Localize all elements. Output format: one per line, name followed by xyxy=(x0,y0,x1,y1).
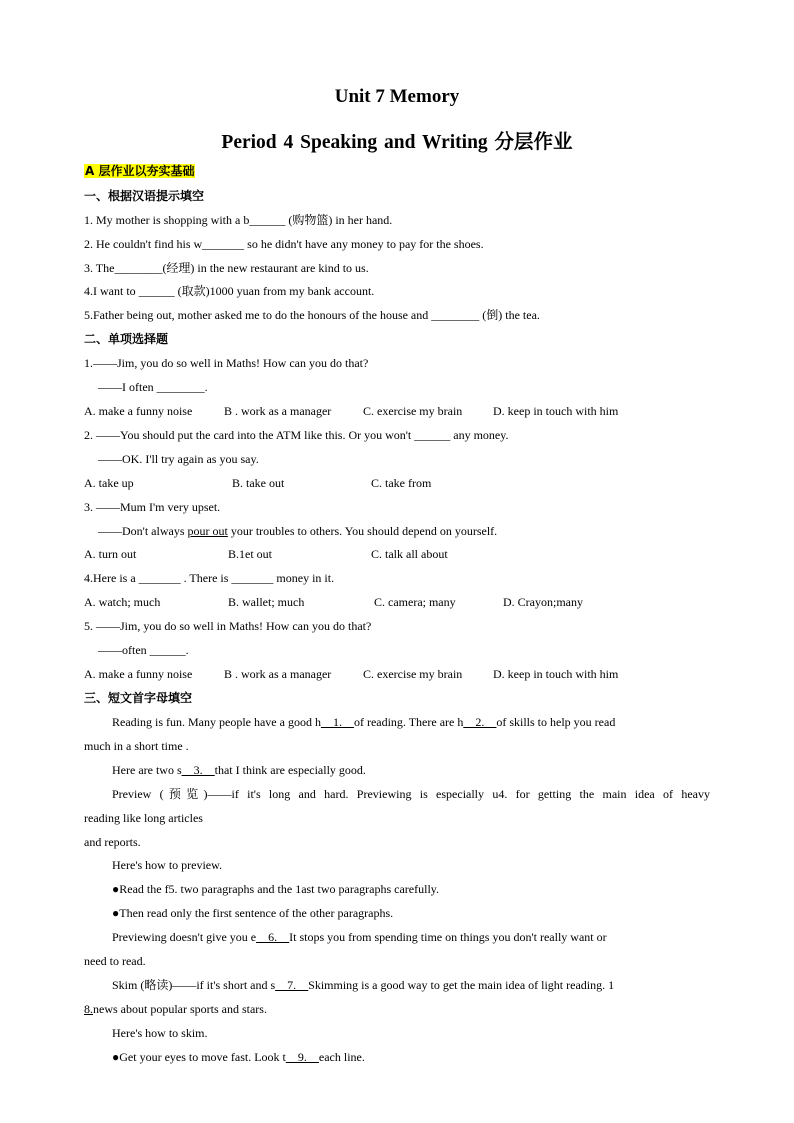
part2-q2-reply: ——OK. I'll try again as you say. xyxy=(98,452,259,466)
part1-question-4: 4.I want to ______ (取款)1000 yuan from my bank account. xyxy=(84,284,375,298)
part1-question-1: 1. My mother is shopping with a b______ (购物篮) in her hand. xyxy=(84,213,393,227)
passage-line: Preview (预览)——if it's long and hard. Previewing is especially u4. for getting the main idea of heavy xyxy=(112,787,710,801)
passage-line xyxy=(112,714,710,730)
passage-text: Here are two s xyxy=(112,763,182,777)
passage-line xyxy=(112,929,710,945)
passage-line: and reports. xyxy=(84,835,141,849)
option-b: B . work as a manager xyxy=(224,404,332,418)
blank-6: __6.__ xyxy=(256,930,290,944)
part1-question-3: 3. The________(经理) in the new restaurant are kind to us. xyxy=(84,261,369,275)
passage-line: ●Then read only the first sentence of the other paragraphs. xyxy=(112,906,394,920)
part2-q1-stem: 1.——Jim, you do so well in Maths! How can you do that? xyxy=(84,356,369,370)
passage-text: of reading. There are h xyxy=(353,715,464,729)
passage-text: Skim (略读)——if it's short and s xyxy=(112,978,276,992)
option-c: C. take from xyxy=(371,476,432,490)
part2-q2-stem: 2. ——You should put the card into the ATM like this. Or you won't ______ any money. xyxy=(84,428,509,442)
passage-text: news about popular sports and stars. xyxy=(93,1002,267,1016)
part1-question-5: 5.Father being out, mother asked me to do the honours of the house and ________ (倒) the tea. xyxy=(84,308,540,322)
option-b: B . work as a manager xyxy=(224,667,332,681)
passage-text: each line. xyxy=(318,1050,365,1064)
option-b: B. wallet; much xyxy=(228,595,305,609)
option-a: A. turn out xyxy=(84,547,137,561)
passage-line: ●Read the f5. two paragraphs and the 1ast two paragraphs carefully. xyxy=(112,882,440,896)
option-c: C. exercise my brain xyxy=(363,667,463,681)
part2-q4-stem: 4.Here is a _______ . There is _______ money in it. xyxy=(84,571,335,585)
option-a: A. watch; much xyxy=(84,595,161,609)
passage-line xyxy=(112,977,710,993)
blank-8: 8. xyxy=(84,1002,93,1016)
blank-9: __9.__ xyxy=(285,1050,319,1064)
option-d: D. keep in touch with him xyxy=(493,404,619,418)
reply-text: your troubles to others. You should depend on yourself. xyxy=(227,524,498,538)
passage-text: It stops you from spending time on things you don't really want or xyxy=(289,930,607,944)
option-b: B. take out xyxy=(232,476,285,490)
part1-heading: 一、根据汉语提示填空 xyxy=(84,189,205,203)
passage-text: Previewing doesn't give you e xyxy=(112,930,257,944)
blank-7: __7.__ xyxy=(275,978,309,992)
passage-text: Reading is fun. Many people have a good h xyxy=(112,715,321,729)
passage-text: that I think are especially good. xyxy=(214,763,366,777)
page-subtitle: Period 4 Speaking and Writing 分层作业 xyxy=(221,132,573,153)
passage-line xyxy=(112,762,740,778)
blank-2: __2.__ xyxy=(463,715,497,729)
part2-heading: 二、单项选择题 xyxy=(84,332,169,346)
section-a-highlight: A 层作业以夯实基础 xyxy=(85,164,195,178)
passage-line: reading like long articles xyxy=(84,811,203,825)
passage-text: of skills to help you read xyxy=(496,715,616,729)
passage-line: need to read. xyxy=(84,954,146,968)
reply-text: ——Don't always xyxy=(98,524,188,538)
passage-line: much in a short time . xyxy=(84,739,189,753)
option-a: A. make a funny noise xyxy=(84,404,193,418)
part2-q5-reply: ——often ______. xyxy=(98,643,189,657)
passage-text: Skimming is a good way to get the main idea of light reading. 1 xyxy=(308,978,615,992)
option-a: A. make a funny noise xyxy=(84,667,193,681)
option-c: C. exercise my brain xyxy=(363,404,463,418)
passage-line: Here's how to preview. xyxy=(112,858,223,872)
part2-q5-stem: 5. ——Jim, you do so well in Maths! How can you do that? xyxy=(84,619,372,633)
underlined-phrase: pour out xyxy=(187,524,228,538)
part1-question-2: 2. He couldn't find his w_______ so he didn't have any money to pay for the shoes. xyxy=(84,237,484,251)
section-a-label xyxy=(84,163,712,179)
part2-q3-reply xyxy=(98,523,726,539)
part2-q1-reply: ——I often ________. xyxy=(98,380,208,394)
passage-line xyxy=(112,1049,740,1065)
blank-3: __3.__ xyxy=(181,763,215,777)
option-d: D. keep in touch with him xyxy=(493,667,619,681)
option-c: C. camera; many xyxy=(374,595,456,609)
part2-q3-stem: 3. ——Mum I'm very upset. xyxy=(84,500,221,514)
page-title: Unit 7 Memory xyxy=(334,86,460,107)
option-d: D. Crayon;many xyxy=(503,595,583,609)
part3-heading: 三、短文首字母填空 xyxy=(84,691,193,705)
blank-1: __1.__ xyxy=(320,715,354,729)
passage-text: ●Get your eyes to move fast. Look t xyxy=(112,1050,286,1064)
option-a: A. take up xyxy=(84,476,134,490)
option-b: B.1et out xyxy=(228,547,272,561)
passage-line xyxy=(84,1001,712,1017)
option-c: C. talk all about xyxy=(371,547,448,561)
passage-line: Here's how to skim. xyxy=(112,1026,208,1040)
